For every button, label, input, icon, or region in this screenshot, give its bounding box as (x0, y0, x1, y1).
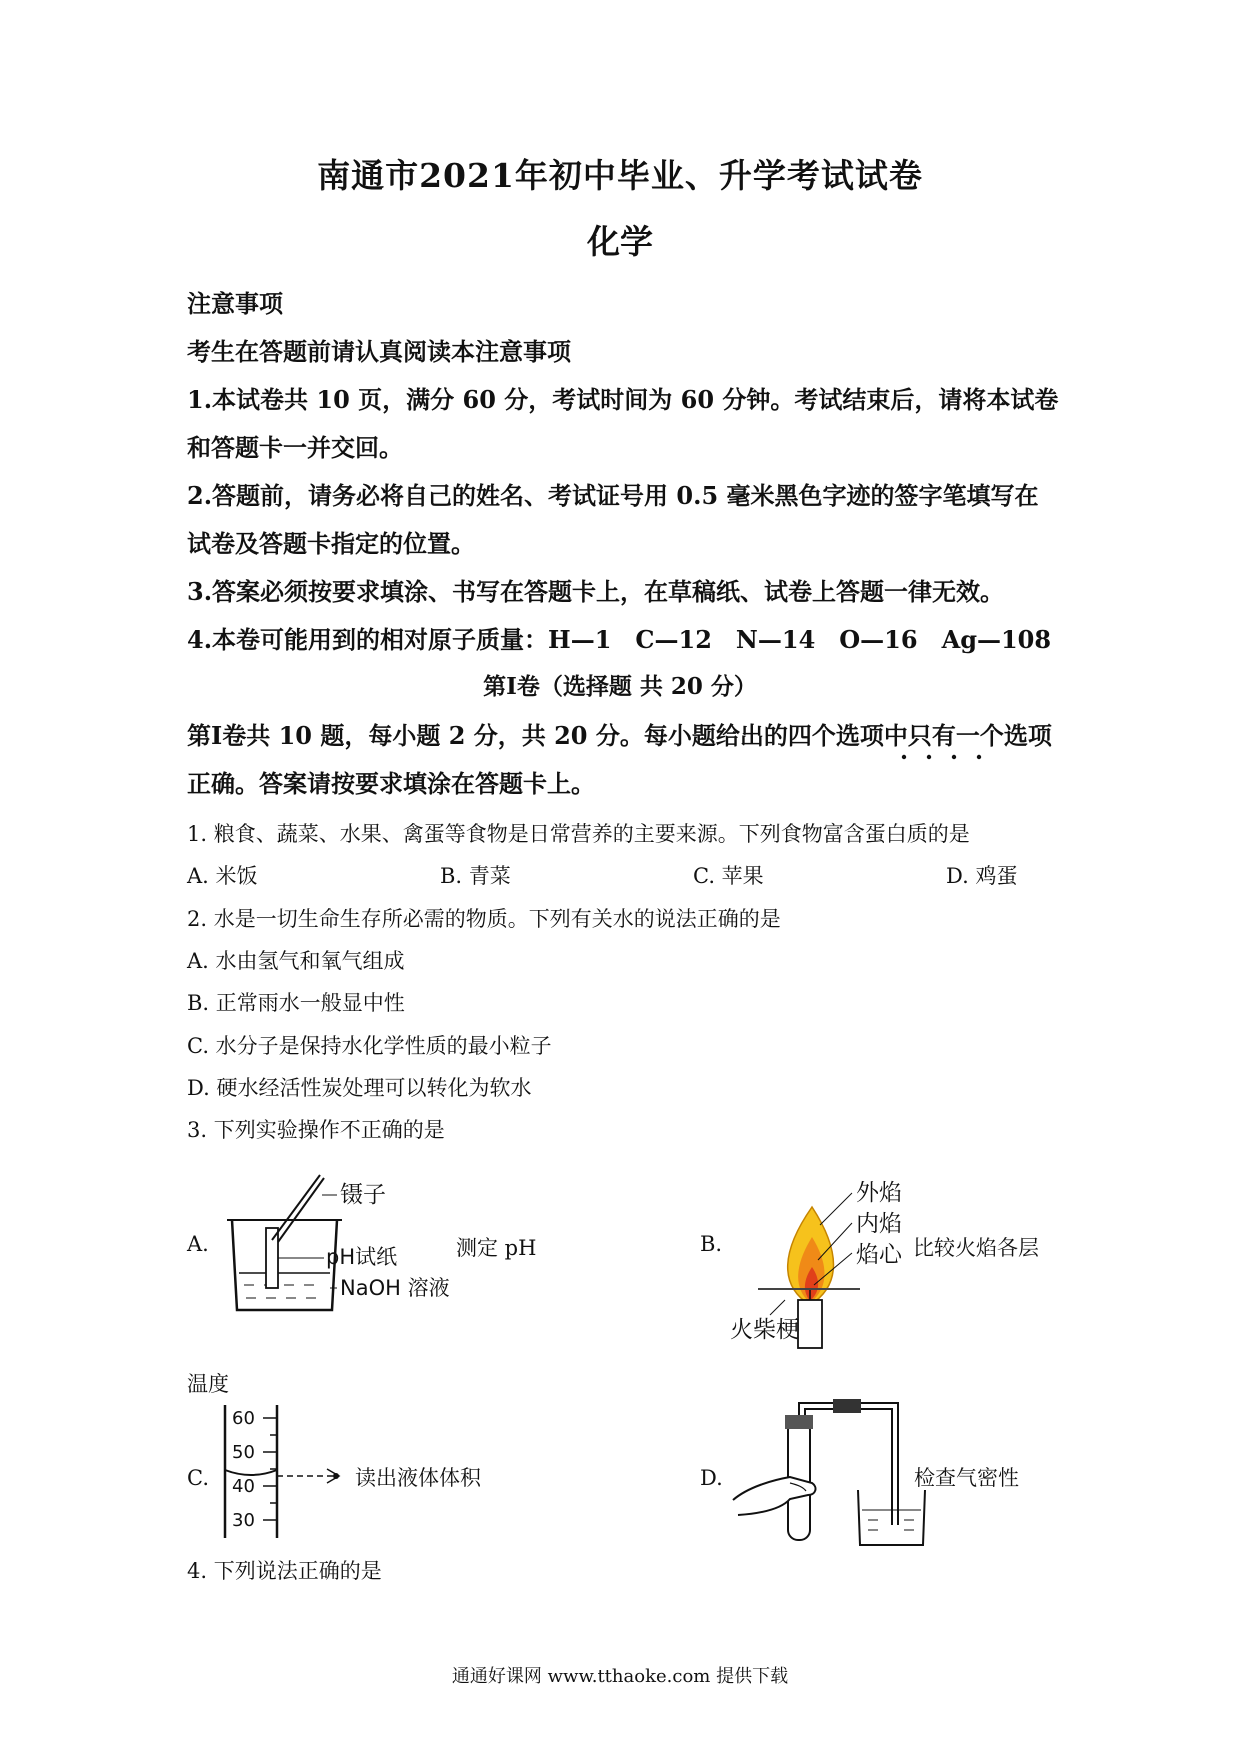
airtightness-diagram (728, 1395, 928, 1555)
notice-item-1-line-2: 和答题卡一并交回。 (187, 433, 403, 462)
question-1-stem: 1. 粮食、蔬菜、水果、禽蛋等食物是日常营养的主要来源。下列食物富含蛋白质的是 (187, 822, 970, 846)
question-3-option-b-suffix: 温度 (187, 1372, 229, 1396)
question-3-option-c-caption: 读出液体体积 (355, 1466, 481, 1490)
section-1-desc-line-2: 正确。答案请按要求填涂在答题卡上。 (187, 769, 595, 798)
question-3-option-d-letter: D. (700, 1466, 723, 1490)
section-1-heading: 第Ⅰ卷（选择题 共 20 分） (483, 673, 757, 700)
section-1-desc-c: 选项 (1003, 721, 1052, 750)
question-2-option-c: C. 水分子是保持水化学性质的最小粒子 (187, 1034, 552, 1058)
exam-title: 南通市2021年初中毕业、升学考试试卷 (317, 156, 923, 195)
notice-item-4: 4.本卷可能用到的相对原子质量：H—1 C—12 N—14 O—16 Ag—108 (187, 625, 1052, 654)
notice-item-3: 3.答案必须按要求填涂、书写在答题卡上，在草稿纸、试卷上答题一律无效。 (187, 577, 1005, 606)
section-1-desc-a: 第Ⅰ卷共 10 题，每小题 2 分，共 20 分。每小题给出的四个选项中 (187, 721, 908, 750)
question-1-option-a: A. 米饭 (187, 864, 258, 888)
ph-paper-label: pH试纸 (326, 1245, 398, 1269)
question-2-option-d: D. 硬水经活性炭处理可以转化为软水 (187, 1076, 532, 1100)
ph-test-diagram (222, 1170, 452, 1320)
notice-heading: 注意事项 (187, 289, 283, 318)
notice-item-2-line-1: 2.答题前，请务必将自己的姓名、考试证号用 0.5 毫米黑色字迹的签字笔填写在 (187, 481, 1039, 510)
tick-label-30: 30 (232, 1510, 255, 1531)
question-3-option-d-caption: 检查气密性 (914, 1466, 1019, 1490)
subject-title: 化学 (587, 222, 653, 261)
question-3-option-c-letter: C. (187, 1466, 209, 1490)
notice-item-2-line-2: 试卷及答题卡指定的位置。 (187, 529, 475, 558)
question-1-option-d: D. 鸡蛋 (946, 864, 1018, 888)
notice-intro: 考生在答题前请认真阅读本注意事项 (187, 337, 571, 366)
question-3-stem: 3. 下列实验操作不正确的是 (187, 1118, 445, 1142)
tick-label-40: 40 (232, 1476, 255, 1497)
footer-download-credit: 通通好课网 www.tthaoke.com 提供下载 (451, 1666, 789, 1687)
flame-core-label: 焰心 (856, 1242, 902, 1268)
question-3-option-a-caption: 测定 pH (456, 1236, 537, 1260)
question-1-option-c: C. 苹果 (693, 864, 764, 888)
question-2-stem: 2. 水是一切生命生存所必需的物质。下列有关水的说法正确的是 (187, 907, 781, 931)
question-3-option-a-letter: A. (187, 1232, 209, 1256)
emphasis-dots (892, 750, 996, 764)
graduated-cylinder-diagram (215, 1400, 355, 1550)
match-label: 火柴梗 (730, 1317, 799, 1343)
flame-diagram (730, 1155, 920, 1355)
question-4-stem: 4. 下列说法正确的是 (187, 1559, 382, 1583)
tweezers-label: 镊子 (340, 1182, 386, 1208)
section-1-desc-emphasis: 只有一个 (907, 721, 1004, 750)
notice-item-1-line-1: 1.本试卷共 10 页，满分 60 分，考试时间为 60 分钟。考试结束后，请将本试卷 (187, 385, 1059, 414)
question-2-option-a: A. 水由氢气和氧气组成 (187, 949, 405, 973)
section-1-desc-line-1 (187, 716, 1052, 751)
question-3-option-b-letter: B. (700, 1232, 723, 1256)
tick-label-60: 60 (232, 1408, 255, 1429)
outer-flame-label: 外焰 (856, 1180, 902, 1206)
naoh-solution-label: NaOH 溶液 (340, 1276, 450, 1300)
question-3-option-b-caption: 比较火焰各层 (913, 1236, 1039, 1260)
inner-flame-label: 内焰 (856, 1211, 902, 1237)
tick-label-50: 50 (232, 1442, 255, 1463)
question-2-option-b: B. 正常雨水一般显中性 (187, 991, 405, 1015)
question-1-option-b: B. 青菜 (440, 864, 511, 888)
